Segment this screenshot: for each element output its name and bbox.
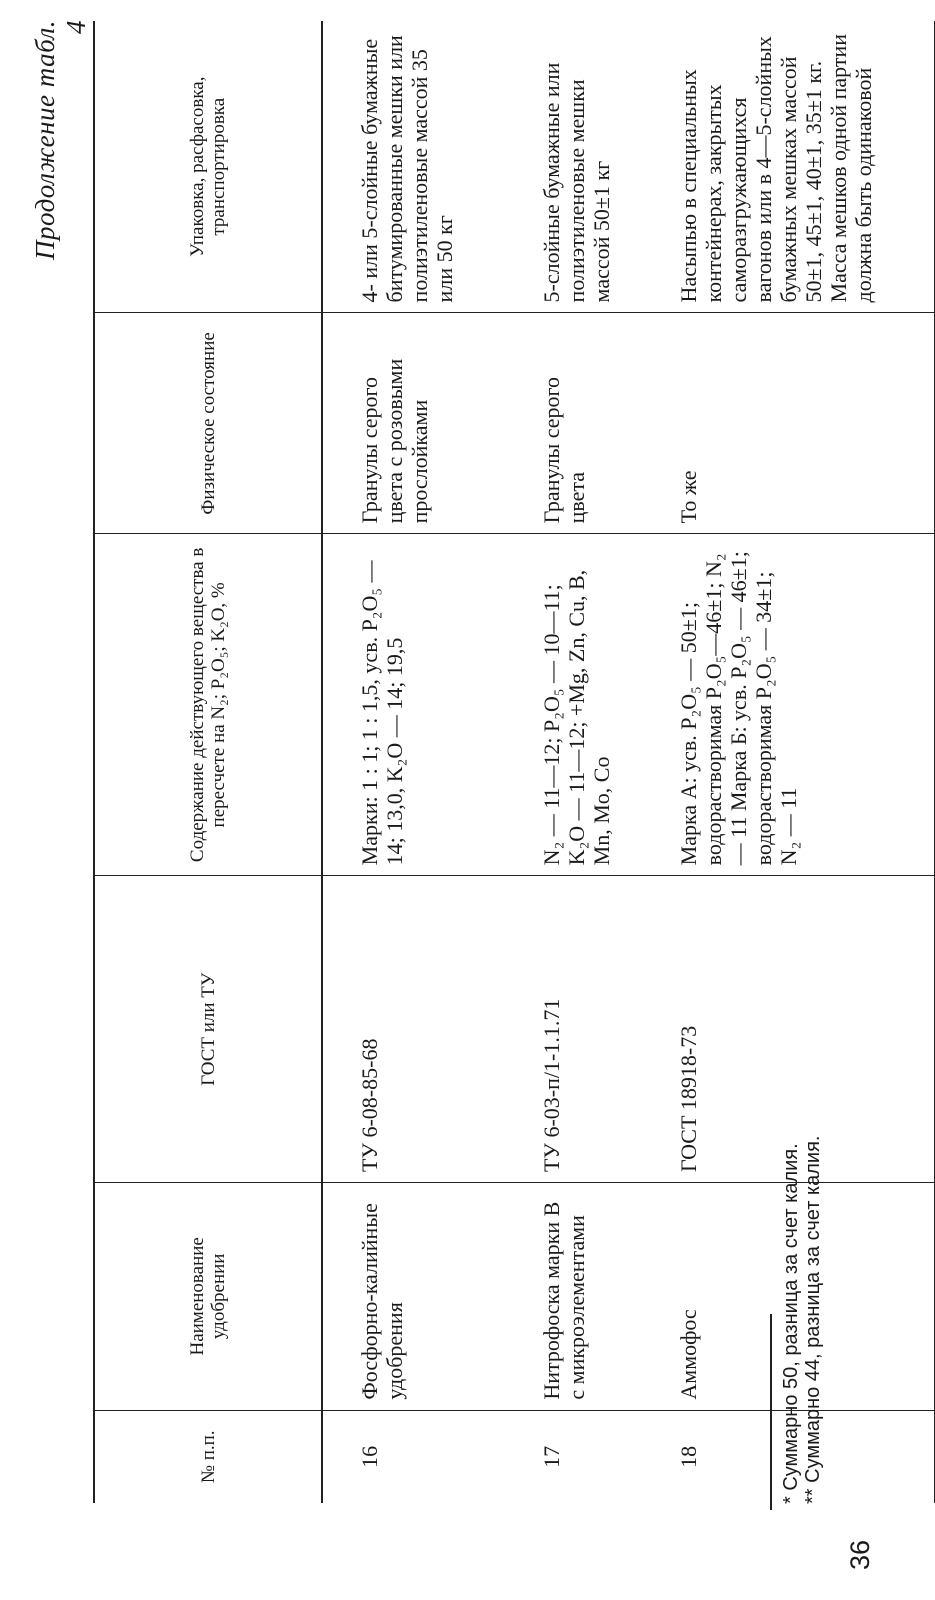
- row-state: Гранулы серого цвета: [505, 313, 642, 534]
- row-state: Гранулы серого цвета с розовыми прослойками: [322, 313, 505, 534]
- table-row: [322, 21, 505, 1503]
- table-continuation-caption: Продолжение табл. 4: [30, 20, 91, 261]
- row-number: 16: [357, 1445, 382, 1468]
- row-gost: ГОСТ 18918-73: [642, 876, 935, 1183]
- row-gost: ТУ 6-08-85-68: [322, 876, 505, 1183]
- row-gost: ТУ 6-03-п/1-1.1.71: [505, 876, 642, 1183]
- page-number: 36: [845, 1539, 875, 1570]
- header-content: Содержание действующего вещества в пересчете на N₂; P₂O₅; K₂O, %: [94, 534, 322, 876]
- header-state: Физическое состояние: [94, 313, 322, 534]
- row-name: Нитрофоска марки В с микроэлементами: [505, 1183, 642, 1411]
- header-packing: Упаковка, расфасовка, транспортировка: [94, 21, 322, 313]
- footnote: ** Суммарно 44, разница за счет калия.: [802, 1135, 824, 1504]
- row-name: Фосфорно-калийные удобрения: [322, 1183, 505, 1411]
- header-name: Наименование удобрении: [94, 1183, 322, 1411]
- table-header-row: [94, 21, 322, 1503]
- table-row: [505, 21, 642, 1503]
- row-number: 18: [642, 1410, 935, 1503]
- row-name: Аммофос: [642, 1183, 935, 1411]
- footnote-rule: [770, 1314, 772, 1510]
- row-packing: Насыпью в специальных контейнерах, закрытых саморазгружающихся вагонов или в 4—5-слойных бумажных мешках массой 50±1, 45±1, 40±1, 35±1 кг. Масса мешков одной партии должна быть одинаковой: [642, 21, 935, 313]
- header-number: № п.п.: [94, 1410, 322, 1503]
- footnote: * Суммарно 50, разница за счет калия.: [780, 1143, 802, 1504]
- row-packing: 4- или 5-слойные бумажные битумированные мешки или полиэтиленовые массой 35 или 50 кг: [322, 21, 505, 313]
- row-content: Марка А: усв. P₂O₅ — 50±1; водорастворимая P₂O₅—46±1; N₂ — 11 Марка Б: усв. P₂O₅ — 46±1; водорастворимая P₂O₅ — 34±1; N₂ — 11: [642, 534, 935, 876]
- row-state: То же: [642, 313, 935, 534]
- header-gost: ГОСТ или ТУ: [94, 876, 322, 1183]
- row-content: Марки: 1 : 1; 1 : 1,5, усв. P₂O₅ — 14; 13,0, K₂O — 14; 19,5: [322, 534, 505, 876]
- row-content: N₂ — 11—12; P₂O₅ — 10—11; K₂O — 11—12; +Mg, Zn, Cu, B, Mn, Mo, Co: [505, 534, 642, 876]
- row-number: 17: [539, 1445, 564, 1468]
- row-packing: 5-слойные бумажные или полиэтиленовые мешки массой 50±1 кг: [505, 21, 642, 313]
